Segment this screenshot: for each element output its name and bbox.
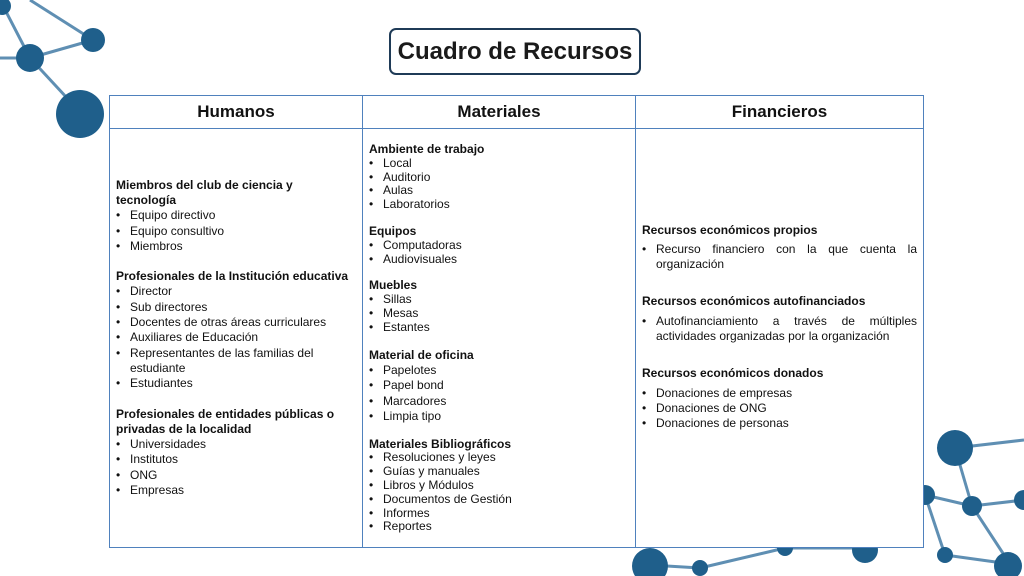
list-item: • Reportes — [369, 520, 629, 534]
list-item: • Sub directores — [116, 300, 356, 315]
list-item: • Guías y manuales — [369, 465, 629, 479]
header-humanos: Humanos — [110, 96, 363, 129]
header-materiales: Materiales — [363, 96, 636, 129]
humanos-group — [116, 269, 356, 391]
list-item: • Donaciones de personas — [642, 416, 917, 431]
financieros-cell — [636, 129, 924, 548]
list-item: • Audiovisuales — [369, 253, 629, 267]
group-heading: Materiales Bibliográficos — [369, 436, 512, 451]
list-item: • Estudiantes — [116, 376, 356, 391]
list-item: • Universidades — [116, 437, 356, 452]
materiales-group — [369, 438, 629, 535]
list-item: • Computadoras — [369, 239, 629, 253]
list-item: • Autofinanciamiento a través de múltiples actividades organizadas por la organización — [642, 314, 917, 345]
page-title: Cuadro de Recursos — [389, 28, 641, 75]
list-item: • Libros y Módulos — [369, 479, 629, 493]
list-item: • Estantes — [369, 321, 629, 335]
list-item: • Equipo directivo — [116, 208, 356, 223]
group-heading: Profesionales de la Institución educativa — [116, 269, 349, 284]
humanos-group — [116, 407, 356, 499]
list-item: • Papel bond — [369, 378, 629, 393]
list-item: • Informes — [369, 507, 629, 521]
list-item: • Empresas — [116, 483, 356, 498]
list-item: • Director — [116, 284, 356, 299]
list-item: • Laboratorios — [369, 198, 629, 212]
group-heading: Miembros del club de ciencia y tecnología — [116, 177, 293, 207]
list-item: • Miembros — [116, 239, 356, 254]
group-heading: Recursos económicos autofinanciados — [642, 294, 866, 309]
financieros-group — [642, 366, 917, 431]
header-financieros: Financieros — [636, 96, 924, 129]
financieros-group — [642, 294, 917, 344]
materiales-group — [369, 279, 629, 334]
list-item: • ONG — [116, 468, 356, 483]
materiales-cell — [363, 129, 636, 548]
list-item: • Equipo consultivo — [116, 224, 356, 239]
list-item: • Aulas — [369, 184, 629, 198]
humanos-cell — [110, 129, 363, 548]
list-item: • Recurso financiero con la que cuenta la organización — [642, 242, 917, 273]
list-item: • Representantes de las familias del estudiante — [116, 346, 356, 377]
materiales-group — [369, 225, 629, 266]
list-item: • Local — [369, 157, 629, 171]
materiales-group — [369, 143, 629, 212]
financieros-group — [642, 223, 917, 273]
list-item: • Auxiliares de Educación — [116, 330, 356, 345]
resources-table — [109, 95, 924, 548]
list-item: • Marcadores — [369, 394, 629, 409]
list-item: • Documentos de Gestión — [369, 493, 629, 507]
list-item: • Sillas — [369, 293, 629, 307]
materiales-group — [369, 348, 629, 425]
list-item: • Mesas — [369, 307, 629, 321]
list-item: • Papelotes — [369, 363, 629, 378]
list-item: • Institutos — [116, 452, 356, 467]
group-heading: Ambiente de trabajo — [369, 142, 485, 156]
list-item: • Donaciones de empresas — [642, 386, 917, 401]
group-heading: Recursos económicos propios — [642, 222, 818, 237]
group-heading: Recursos económicos donados — [642, 366, 824, 381]
group-heading: Material de oficina — [369, 347, 474, 362]
table-header-row — [110, 96, 924, 129]
list-item: • Donaciones de ONG — [642, 401, 917, 416]
group-heading: Muebles — [369, 278, 418, 293]
table-body-row — [110, 129, 924, 548]
group-heading: Equipos — [369, 223, 417, 238]
humanos-group — [116, 178, 356, 254]
group-heading: Profesionales de entidades públicas o privadas de la localidad — [116, 406, 335, 436]
list-item: • Limpia tipo — [369, 409, 629, 424]
list-item: • Docentes de otras áreas curriculares — [116, 315, 356, 330]
list-item: • Resoluciones y leyes — [369, 451, 629, 465]
list-item: • Auditorio — [369, 171, 629, 185]
